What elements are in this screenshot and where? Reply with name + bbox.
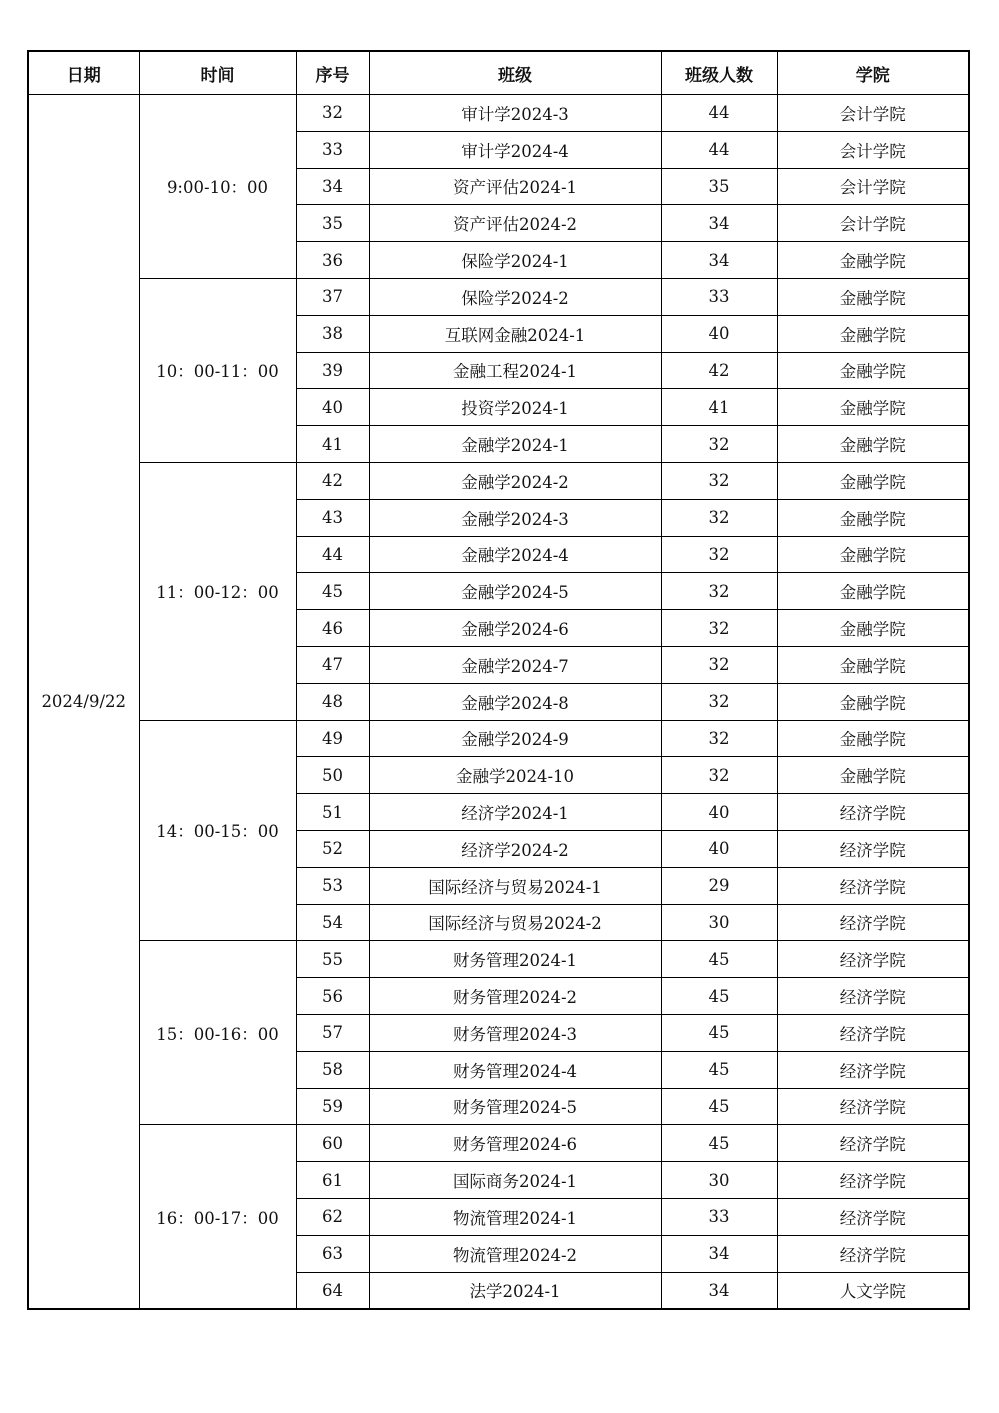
college-cell: 经济学院: [777, 904, 969, 941]
count-cell: 45: [661, 941, 777, 978]
seq-cell: 33: [296, 131, 369, 168]
count-cell: 33: [661, 278, 777, 315]
count-cell: 33: [661, 1198, 777, 1235]
seq-cell: 59: [296, 1088, 369, 1125]
count-cell: 32: [661, 757, 777, 794]
count-cell: 32: [661, 462, 777, 499]
college-cell: 经济学院: [777, 1198, 969, 1235]
count-cell: 45: [661, 1051, 777, 1088]
seq-cell: 39: [296, 352, 369, 389]
count-cell: 45: [661, 978, 777, 1015]
seq-cell: 43: [296, 499, 369, 536]
college-cell: 金融学院: [777, 499, 969, 536]
count-cell: 34: [661, 1272, 777, 1309]
class-cell: 审计学2024-4: [369, 131, 661, 168]
class-cell: 金融学2024-7: [369, 646, 661, 683]
seq-cell: 48: [296, 683, 369, 720]
college-cell: 金融学院: [777, 426, 969, 463]
count-cell: 32: [661, 646, 777, 683]
college-cell: 经济学院: [777, 1162, 969, 1199]
college-cell: 会计学院: [777, 168, 969, 205]
class-cell: 金融学2024-10: [369, 757, 661, 794]
college-cell: 金融学院: [777, 610, 969, 647]
class-cell: 保险学2024-2: [369, 278, 661, 315]
time-slot-cell: 14：00-15：00: [139, 720, 296, 941]
seq-cell: 58: [296, 1051, 369, 1088]
seq-cell: 53: [296, 867, 369, 904]
class-cell: 金融工程2024-1: [369, 352, 661, 389]
count-cell: 44: [661, 95, 777, 132]
count-cell: 40: [661, 830, 777, 867]
seq-cell: 35: [296, 205, 369, 242]
seq-cell: 50: [296, 757, 369, 794]
college-cell: 金融学院: [777, 683, 969, 720]
count-cell: 32: [661, 683, 777, 720]
time-slot-cell: 16：00-17：00: [139, 1125, 296, 1309]
count-cell: 34: [661, 242, 777, 279]
college-cell: 金融学院: [777, 315, 969, 352]
class-cell: 经济学2024-1: [369, 794, 661, 831]
count-cell: 42: [661, 352, 777, 389]
class-cell: 审计学2024-3: [369, 95, 661, 132]
class-cell: 国际经济与贸易2024-2: [369, 904, 661, 941]
college-cell: 经济学院: [777, 830, 969, 867]
class-cell: 财务管理2024-6: [369, 1125, 661, 1162]
college-cell: 经济学院: [777, 978, 969, 1015]
time-slot-cell: 11：00-12：00: [139, 462, 296, 720]
count-cell: 44: [661, 131, 777, 168]
class-cell: 金融学2024-9: [369, 720, 661, 757]
table-row: [28, 95, 969, 132]
time-slot-cell: 15：00-16：00: [139, 941, 296, 1125]
college-cell: 经济学院: [777, 1235, 969, 1272]
seq-cell: 49: [296, 720, 369, 757]
class-cell: 财务管理2024-3: [369, 1014, 661, 1051]
class-cell: 金融学2024-5: [369, 573, 661, 610]
seq-cell: 57: [296, 1014, 369, 1051]
class-cell: 金融学2024-2: [369, 462, 661, 499]
college-cell: 经济学院: [777, 1088, 969, 1125]
college-cell: 金融学院: [777, 757, 969, 794]
count-cell: 34: [661, 205, 777, 242]
header-row: [28, 51, 969, 95]
class-cell: 国际经济与贸易2024-1: [369, 867, 661, 904]
seq-cell: 38: [296, 315, 369, 352]
count-cell: 32: [661, 499, 777, 536]
count-cell: 45: [661, 1088, 777, 1125]
class-cell: 财务管理2024-2: [369, 978, 661, 1015]
college-cell: 金融学院: [777, 352, 969, 389]
time-slot-cell: 9:00-10：00: [139, 95, 296, 279]
seq-cell: 45: [296, 573, 369, 610]
count-cell: 30: [661, 904, 777, 941]
count-cell: 30: [661, 1162, 777, 1199]
seq-cell: 32: [296, 95, 369, 132]
count-cell: 35: [661, 168, 777, 205]
college-cell: 金融学院: [777, 573, 969, 610]
seq-cell: 63: [296, 1235, 369, 1272]
seq-cell: 61: [296, 1162, 369, 1199]
college-cell: 经济学院: [777, 1051, 969, 1088]
class-cell: 金融学2024-6: [369, 610, 661, 647]
class-cell: 金融学2024-8: [369, 683, 661, 720]
college-cell: 经济学院: [777, 867, 969, 904]
seq-cell: 64: [296, 1272, 369, 1309]
schedule-body: [28, 95, 969, 1310]
header-time: 时间: [139, 51, 296, 95]
college-cell: 金融学院: [777, 389, 969, 426]
class-cell: 互联网金融2024-1: [369, 315, 661, 352]
class-cell: 资产评估2024-1: [369, 168, 661, 205]
class-cell: 财务管理2024-1: [369, 941, 661, 978]
class-cell: 资产评估2024-2: [369, 205, 661, 242]
class-cell: 国际商务2024-1: [369, 1162, 661, 1199]
header-seq: 序号: [296, 51, 369, 95]
college-cell: 金融学院: [777, 242, 969, 279]
count-cell: 45: [661, 1125, 777, 1162]
seq-cell: 51: [296, 794, 369, 831]
count-cell: 40: [661, 315, 777, 352]
college-cell: 金融学院: [777, 536, 969, 573]
date-cell: 2024/9/22: [28, 95, 139, 1310]
header-class: 班级: [369, 51, 661, 95]
table-row: [28, 278, 969, 315]
class-cell: 物流管理2024-2: [369, 1235, 661, 1272]
seq-cell: 62: [296, 1198, 369, 1235]
seq-cell: 36: [296, 242, 369, 279]
count-cell: 32: [661, 426, 777, 463]
class-cell: 财务管理2024-5: [369, 1088, 661, 1125]
count-cell: 32: [661, 573, 777, 610]
table-row: [28, 1125, 969, 1162]
class-cell: 物流管理2024-1: [369, 1198, 661, 1235]
college-cell: 经济学院: [777, 1014, 969, 1051]
time-slot-cell: 10：00-11：00: [139, 278, 296, 462]
class-cell: 经济学2024-2: [369, 830, 661, 867]
table-row: [28, 941, 969, 978]
seq-cell: 37: [296, 278, 369, 315]
class-cell: 财务管理2024-4: [369, 1051, 661, 1088]
seq-cell: 56: [296, 978, 369, 1015]
seq-cell: 55: [296, 941, 369, 978]
class-cell: 金融学2024-4: [369, 536, 661, 573]
count-cell: 29: [661, 867, 777, 904]
seq-cell: 34: [296, 168, 369, 205]
seq-cell: 42: [296, 462, 369, 499]
count-cell: 41: [661, 389, 777, 426]
college-cell: 会计学院: [777, 95, 969, 132]
seq-cell: 60: [296, 1125, 369, 1162]
table-row: [28, 462, 969, 499]
college-cell: 金融学院: [777, 278, 969, 315]
header-count: 班级人数: [661, 51, 777, 95]
count-cell: 40: [661, 794, 777, 831]
header-date: 日期: [28, 51, 139, 95]
seq-cell: 46: [296, 610, 369, 647]
class-cell: 金融学2024-3: [369, 499, 661, 536]
college-cell: 人文学院: [777, 1272, 969, 1309]
count-cell: 45: [661, 1014, 777, 1051]
header-college: 学院: [777, 51, 969, 95]
college-cell: 会计学院: [777, 205, 969, 242]
class-cell: 金融学2024-1: [369, 426, 661, 463]
college-cell: 金融学院: [777, 646, 969, 683]
count-cell: 32: [661, 536, 777, 573]
class-cell: 投资学2024-1: [369, 389, 661, 426]
seq-cell: 54: [296, 904, 369, 941]
college-cell: 会计学院: [777, 131, 969, 168]
college-cell: 金融学院: [777, 720, 969, 757]
college-cell: 经济学院: [777, 1125, 969, 1162]
college-cell: 经济学院: [777, 794, 969, 831]
table-row: [28, 720, 969, 757]
college-cell: 金融学院: [777, 462, 969, 499]
seq-cell: 41: [296, 426, 369, 463]
count-cell: 32: [661, 720, 777, 757]
college-cell: 经济学院: [777, 941, 969, 978]
seq-cell: 44: [296, 536, 369, 573]
count-cell: 34: [661, 1235, 777, 1272]
class-cell: 保险学2024-1: [369, 242, 661, 279]
count-cell: 32: [661, 610, 777, 647]
schedule-table: [27, 50, 970, 1310]
seq-cell: 40: [296, 389, 369, 426]
class-cell: 法学2024-1: [369, 1272, 661, 1309]
seq-cell: 52: [296, 830, 369, 867]
seq-cell: 47: [296, 646, 369, 683]
